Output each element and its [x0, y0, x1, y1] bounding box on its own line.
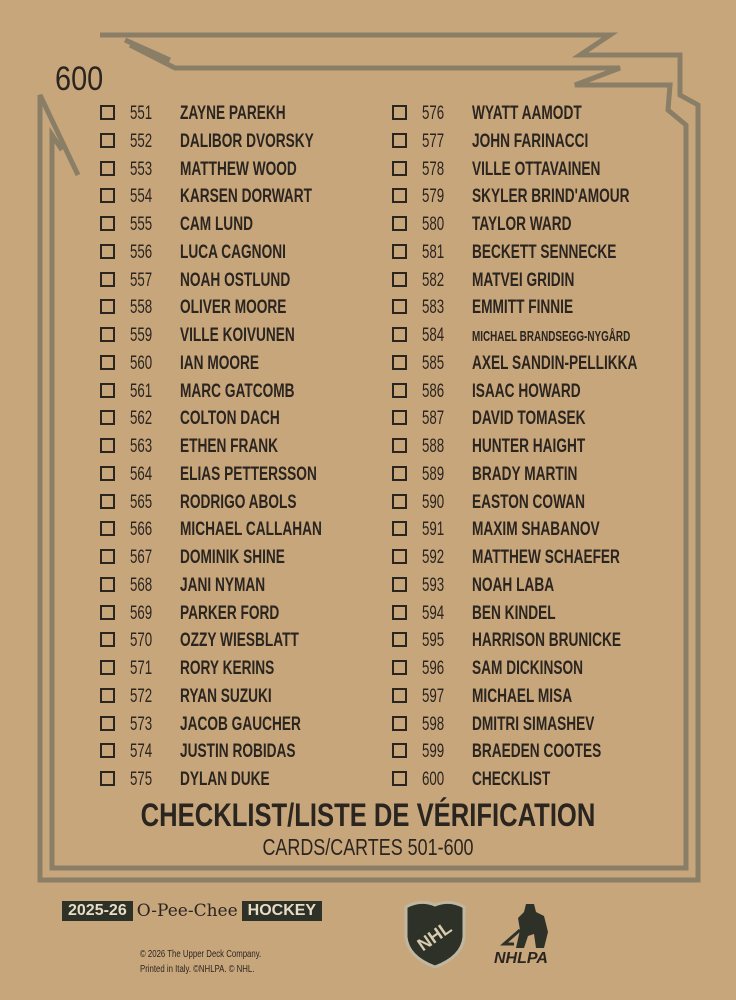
checkbox[interactable]: [392, 438, 407, 453]
card-num: 594: [422, 602, 445, 624]
player-name: MICHAEL CALLAHAN: [180, 519, 322, 541]
player-name: RORY KERINS: [180, 658, 275, 679]
player-name: BRAEDEN COOTES: [472, 741, 602, 763]
checkbox[interactable]: [100, 383, 115, 398]
sport-label: HOCKEY: [242, 901, 322, 921]
card-num: 562: [130, 408, 153, 430]
player-name: EMMITT FINNIE: [472, 297, 574, 319]
checkbox[interactable]: [100, 577, 115, 592]
player-name: AXEL SANDIN-PELLIKKA: [472, 352, 638, 374]
card-num: 565: [130, 491, 153, 513]
player-name: VILLE KOIVUNEN: [180, 325, 295, 346]
checkbox[interactable]: [100, 216, 115, 231]
card-num: 592: [422, 547, 445, 568]
season-label: 2025-26: [62, 901, 133, 921]
player-name: WYATT AAMODT: [472, 103, 582, 124]
checkbox[interactable]: [392, 577, 407, 592]
checkbox[interactable]: [392, 188, 407, 203]
player-name: ETHEN FRANK: [180, 436, 279, 457]
copyright-line: Printed in Italy. ©NHLPA. © NHL.: [140, 964, 255, 975]
player-name: ISAAC HOWARD: [472, 380, 581, 402]
player-name: DYLAN DUKE: [180, 769, 270, 790]
player-name: JACOB GAUCHER: [180, 713, 301, 735]
checkbox[interactable]: [100, 632, 115, 647]
nhlpa-player-icon: [500, 902, 556, 950]
player-name: NOAH LABA: [472, 574, 555, 596]
checkbox[interactable]: [392, 688, 407, 703]
card-num: 555: [130, 214, 153, 235]
card-num: 557: [130, 269, 153, 291]
player-name: CHECKLIST: [472, 769, 551, 790]
checkbox[interactable]: [392, 161, 407, 176]
nhlpa-logo: NHLPA: [494, 950, 548, 967]
player-name: DMITRI SIMASHEV: [472, 713, 595, 735]
checkbox[interactable]: [392, 272, 407, 287]
player-name: MICHAEL MISA: [472, 685, 573, 707]
card-num: 580: [422, 214, 445, 235]
card-num: 571: [130, 658, 153, 679]
checkbox[interactable]: [392, 133, 407, 148]
player-name: HARRISON BRUNICKE: [472, 630, 621, 652]
card-num: 575: [130, 769, 153, 790]
checkbox[interactable]: [392, 632, 407, 647]
card-num: 573: [130, 713, 153, 735]
card-num: 567: [130, 547, 153, 568]
card-num: 570: [130, 630, 153, 652]
card-num: 581: [422, 241, 445, 263]
checkbox[interactable]: [392, 327, 407, 342]
player-name: RYAN SUZUKI: [180, 685, 272, 707]
card-num: 556: [130, 241, 153, 263]
player-name: MARC GATCOMB: [180, 380, 295, 402]
card-num: 586: [422, 380, 445, 402]
card-num: 577: [422, 130, 445, 152]
player-name: BECKETT SENNECKE: [472, 241, 617, 263]
card-num: 564: [130, 463, 153, 485]
player-name: DALIBOR DVORSKY: [180, 130, 314, 152]
player-name: MAXIM SHABANOV: [472, 519, 600, 541]
checkbox[interactable]: [100, 660, 115, 675]
checkbox[interactable]: [100, 188, 115, 203]
player-name: VILLE OTTAVAINEN: [472, 158, 601, 180]
player-name: MICHAEL BRANDSEGG-NYGÅRD: [472, 328, 631, 345]
player-name: OZZY WIESBLATT: [180, 630, 299, 652]
player-name: RODRIGO ABOLS: [180, 491, 297, 513]
card-num: 569: [130, 602, 153, 624]
checkbox[interactable]: [100, 605, 115, 620]
brand-logo: [62, 901, 322, 921]
player-name: DOMINIK SHINE: [180, 547, 285, 568]
checkbox[interactable]: [392, 549, 407, 564]
player-name: JANI NYMAN: [180, 574, 266, 596]
card-num: 599: [422, 741, 445, 763]
player-name: LUCA CAGNONI: [180, 241, 286, 263]
checkbox[interactable]: [100, 521, 115, 536]
card-num: 560: [130, 352, 153, 374]
card-num: 568: [130, 574, 153, 596]
card-num: 600: [422, 769, 445, 790]
player-name: JUSTIN ROBIDAS: [180, 741, 296, 763]
card-num: 591: [422, 519, 445, 541]
card-num: 587: [422, 408, 445, 430]
checkbox[interactable]: [392, 521, 407, 536]
player-name: DAVID TOMASEK: [472, 408, 586, 430]
copyright-line: © 2026 The Upper Deck Company.: [140, 949, 262, 960]
checkbox[interactable]: [392, 660, 407, 675]
player-name: KARSEN DORWART: [180, 186, 312, 208]
card-num: 563: [130, 436, 153, 457]
checkbox[interactable]: [100, 438, 115, 453]
card-num: 579: [422, 186, 445, 208]
player-name: CAM LUND: [180, 214, 253, 235]
player-name: BEN KINDEL: [472, 602, 556, 624]
checkbox[interactable]: [392, 771, 407, 786]
card-num: 596: [422, 658, 445, 679]
checkbox[interactable]: [100, 299, 115, 314]
checkbox[interactable]: [100, 272, 115, 287]
card-num: 589: [422, 463, 445, 485]
checkbox[interactable]: [392, 494, 407, 509]
checkbox[interactable]: [392, 466, 407, 481]
checkbox[interactable]: [392, 216, 407, 231]
player-name: COLTON DACH: [180, 408, 280, 430]
player-name: MATTHEW WOOD: [180, 158, 297, 180]
player-name: IAN MOORE: [180, 352, 260, 374]
checkbox[interactable]: [100, 244, 115, 259]
card-num: 554: [130, 186, 153, 208]
checkbox[interactable]: [392, 605, 407, 620]
checkbox[interactable]: [392, 383, 407, 398]
player-name: PARKER FORD: [180, 602, 280, 624]
player-name: JOHN FARINACCI: [472, 130, 589, 152]
card-num: 597: [422, 685, 445, 707]
player-name: MATVEI GRIDIN: [472, 269, 575, 291]
copyright: [140, 947, 261, 977]
checkbox[interactable]: [100, 466, 115, 481]
checkbox[interactable]: [100, 743, 115, 758]
player-name: ZAYNE PAREKH: [180, 103, 286, 124]
card-num: 576: [422, 103, 445, 124]
checklist-subtitle: CARDS/CARTES 501-600: [262, 834, 474, 860]
checkbox[interactable]: [392, 410, 407, 425]
player-name: TAYLOR WARD: [472, 214, 572, 235]
player-name: BRADY MARTIN: [472, 463, 578, 485]
player-name: OLIVER MOORE: [180, 297, 287, 319]
checkbox[interactable]: [100, 133, 115, 148]
card-num: 582: [422, 269, 445, 291]
card-num: 561: [130, 380, 153, 402]
card-num: 583: [422, 297, 445, 319]
card-num: 558: [130, 297, 153, 319]
player-name: SAM DICKINSON: [472, 658, 583, 679]
checkbox[interactable]: [392, 244, 407, 259]
checkbox[interactable]: [392, 743, 407, 758]
card-number: 600: [55, 60, 104, 98]
checkbox[interactable]: [100, 410, 115, 425]
checkbox[interactable]: [100, 494, 115, 509]
card-num: 578: [422, 158, 445, 180]
checkbox[interactable]: [392, 105, 407, 120]
card-num: 552: [130, 130, 153, 152]
card-num: 598: [422, 713, 445, 735]
card-num: 559: [130, 325, 153, 346]
opeechee-logo: O-Pee-Chee: [136, 901, 238, 921]
checkbox[interactable]: [100, 105, 115, 120]
checkbox[interactable]: [392, 716, 407, 731]
card-num: 553: [130, 158, 153, 180]
checkbox[interactable]: [100, 161, 115, 176]
checkbox[interactable]: [100, 355, 115, 370]
checkbox[interactable]: [100, 716, 115, 731]
player-name: ELIAS PETTERSSON: [180, 463, 317, 485]
checkbox[interactable]: [100, 688, 115, 703]
card-num: 566: [130, 519, 153, 541]
player-name: MATTHEW SCHAEFER: [472, 547, 620, 568]
card-num: 551: [130, 103, 153, 124]
card-num: 590: [422, 491, 445, 513]
svg-text:NHL: NHL: [413, 917, 456, 955]
card-num: 584: [422, 325, 445, 346]
player-name: EASTON COWAN: [472, 491, 585, 513]
card-num: 588: [422, 436, 445, 457]
checkbox[interactable]: [392, 355, 407, 370]
card-num: 574: [130, 741, 153, 763]
checkbox[interactable]: [392, 299, 407, 314]
nhl-shield-icon: [402, 897, 468, 969]
card-num: 595: [422, 630, 445, 652]
checkbox[interactable]: [100, 771, 115, 786]
checkbox[interactable]: [100, 327, 115, 342]
card-num: 585: [422, 352, 445, 374]
checklist-title: CHECKLIST/LISTE DE VÉRIFICATION: [140, 797, 596, 833]
card-num: 593: [422, 574, 445, 596]
card-num: 572: [130, 685, 153, 707]
player-name: NOAH OSTLUND: [180, 269, 291, 291]
checkbox[interactable]: [100, 549, 115, 564]
player-name: SKYLER BRIND'AMOUR: [472, 186, 630, 208]
player-name: HUNTER HAIGHT: [472, 436, 586, 457]
